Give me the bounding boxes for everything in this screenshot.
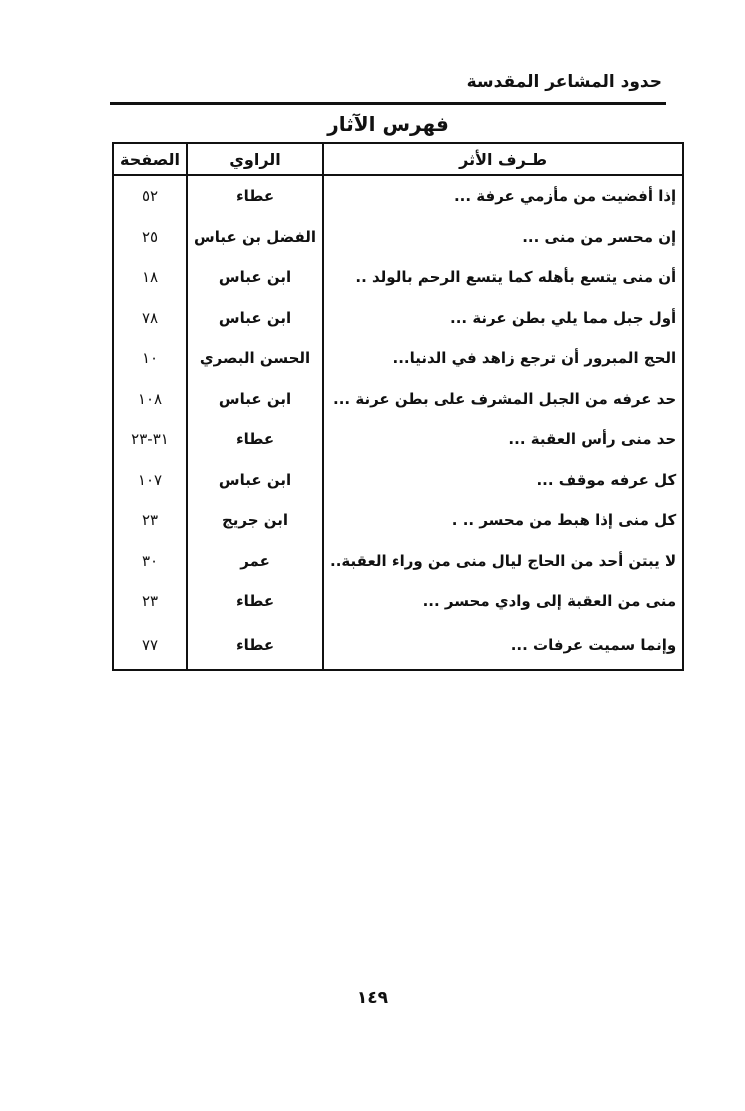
rawi-cell: ابن عباس: [187, 298, 323, 339]
table-row: [113, 622, 683, 670]
table-row: [113, 175, 683, 217]
rawi-cell: ابن عباس: [187, 379, 323, 420]
rawi-cell: ابن عباس: [187, 257, 323, 298]
rawi-cell: عطاء: [187, 175, 323, 217]
table-row: [113, 298, 683, 339]
header-athar: طـرف الأثر: [323, 143, 683, 175]
rawi-cell: عطاء: [187, 581, 323, 622]
athar-cell: حد عرفه من الجبل المشرف على بطن عرنة ...: [323, 379, 683, 420]
table-row: [113, 419, 683, 460]
rawi-cell: الفضل بن عباس: [187, 217, 323, 258]
athar-cell: منى من العقبة إلى وادي محسر ...: [323, 581, 683, 622]
page-cell: ٢٥: [113, 217, 187, 258]
athar-cell: حد منى رأس العقبة ...: [323, 419, 683, 460]
athar-cell: إذا أفضيت من مأزمي عرفة ...: [323, 175, 683, 217]
page-cell: ٢٣: [113, 500, 187, 541]
page-cell: ٧٨: [113, 298, 187, 339]
page-number: ١٤٩: [356, 988, 389, 1008]
athar-cell: كل منى إذا هبط من محسر .. .: [323, 500, 683, 541]
page-cell: ٣٠: [113, 541, 187, 582]
table-row: [113, 460, 683, 501]
athar-cell: كل عرفه موقف ...: [323, 460, 683, 501]
table-row: [113, 257, 683, 298]
athar-cell: أن منى يتسع بأهله كما يتسع الرحم بالولد ..: [323, 257, 683, 298]
table-row: [113, 379, 683, 420]
table-row: [113, 541, 683, 582]
athar-cell: إن محسر من منى ...: [323, 217, 683, 258]
rawi-cell: الحسن البصري: [187, 338, 323, 379]
athar-cell: أول جبل مما يلي بطن عرنة ...: [323, 298, 683, 339]
page-cell: ٥٢: [113, 175, 187, 217]
athar-cell: وإنما سميت عرفات ...: [323, 622, 683, 670]
table-row: [113, 581, 683, 622]
table-row: [113, 500, 683, 541]
running-header-title: حدود المشاعر المقدسة: [466, 72, 662, 92]
athar-cell: الحج المبرور أن ترجع زاهد في الدنيا...: [323, 338, 683, 379]
rawi-cell: ابن جريج: [187, 500, 323, 541]
rawi-cell: ابن عباس: [187, 460, 323, 501]
page-cell: ٢٣: [113, 581, 187, 622]
running-header: [110, 72, 666, 105]
page-cell: ١٨: [113, 257, 187, 298]
table-row: [113, 217, 683, 258]
index-title: فهرس الآثار: [327, 112, 449, 136]
rawi-cell: عطاء: [187, 622, 323, 670]
page-cell: ١٠: [113, 338, 187, 379]
page-cell: ٣١-٢٣: [113, 419, 187, 460]
header-page: الصفحة: [113, 143, 187, 175]
rawi-cell: عمر: [187, 541, 323, 582]
page-cell: ٧٧: [113, 622, 187, 670]
table-row: [113, 338, 683, 379]
rawi-cell: عطاء: [187, 419, 323, 460]
athar-cell: لا يبتن أحد من الحاج ليال منى من وراء العقبة..: [323, 541, 683, 582]
athar-index-table: [112, 142, 684, 671]
header-rawi: الراوي: [187, 143, 323, 175]
page-cell: ١٠٨: [113, 379, 187, 420]
table-header-row: [113, 143, 683, 175]
page-cell: ١٠٧: [113, 460, 187, 501]
